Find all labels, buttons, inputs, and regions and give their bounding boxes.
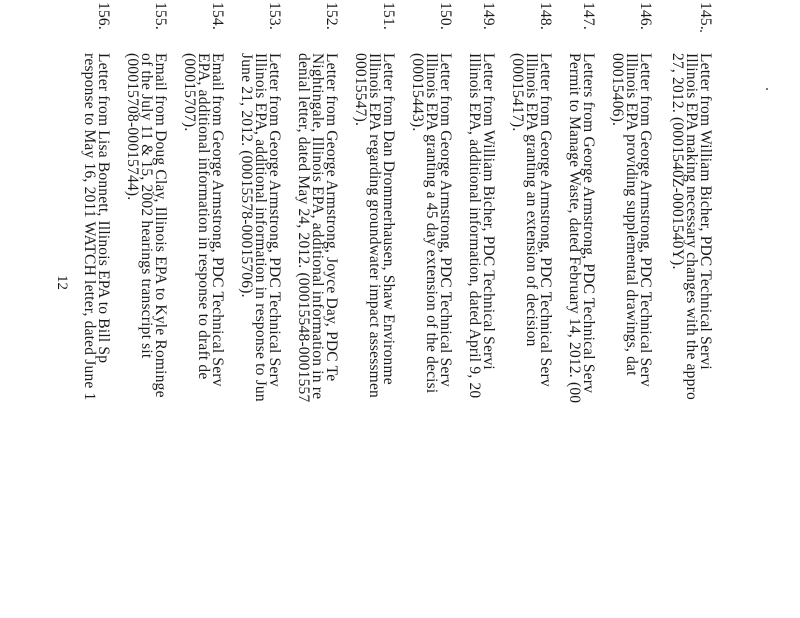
scan-speck xyxy=(766,88,768,90)
entry-line: Letter from William Bicher, PDC Technical Servi xyxy=(480,53,497,370)
entry-text xyxy=(567,53,595,403)
entry-line: denial letter, dated May 24, 2012. (00015548-0001557 xyxy=(295,53,312,403)
entry-line: Illinois EPA regarding groundwater impact assessmen xyxy=(366,53,383,398)
entry-text xyxy=(670,53,712,400)
entry-number: 148. xyxy=(537,2,554,30)
entry-line: Letter from Dan Drommerhausen, Shaw Environme xyxy=(380,53,397,385)
entry-line: Illinois EPA providing supplemental drawings, dat xyxy=(623,53,640,376)
scan-speck xyxy=(700,30,702,32)
entry-line: EPA, additional information in response to draft de xyxy=(195,53,212,380)
entry-line: Letter from George Armstrong, PDC Technical Serv xyxy=(437,53,454,387)
entry-number: 149. xyxy=(480,2,497,30)
entry-line: June 21, 2012. (00015578-00015706). xyxy=(238,53,255,298)
entry-number: 147. xyxy=(580,2,597,30)
entry-line: (00015417). xyxy=(509,53,526,132)
entry-number: 146. xyxy=(637,2,654,30)
entry-line: Letter from George Armstrong, PDC Technical Serv xyxy=(637,53,654,387)
entry-line: Illinois EPA, additional information, dated April 9, 20 xyxy=(466,53,483,399)
entry-text xyxy=(239,53,281,402)
entry-line: Letters from George Armstrong, PDC Technical Serv xyxy=(580,53,597,394)
entry-number: 150. xyxy=(437,2,454,30)
entry-line: response to May 16, 2011 WATCH letter, dated June 1 xyxy=(81,53,98,401)
entry-text xyxy=(610,53,652,387)
entry-text xyxy=(510,53,552,387)
entry-line: Letter from George Armstrong, Joyce Day, PDC Te xyxy=(323,53,340,382)
entry-text xyxy=(296,53,338,402)
entry-line: Letter from George Armstrong, PDC Technical Serv xyxy=(266,53,283,387)
entry-line: Illinois EPA granting a 45 day extension of the decisi xyxy=(423,53,440,394)
entry-line: (00015708-00015744). xyxy=(124,53,141,201)
entry-line: 00015547). xyxy=(352,53,369,127)
entry-line: Letter from George Armstrong, PDC Technical Serv xyxy=(537,53,554,387)
entry-line: Permit to Manage Waste, dated February 14, 2012. (00 xyxy=(566,53,583,404)
entry-line: 00015406). xyxy=(609,53,626,127)
entry-line: Letter from Lisa Bonnett, Illinois EPA to Bill Sp xyxy=(95,53,112,364)
entry-number: 153. xyxy=(266,2,283,30)
entry-line: (00015443). xyxy=(409,53,426,132)
entry-text xyxy=(410,53,452,393)
entry-text xyxy=(182,53,224,387)
entry-text xyxy=(82,53,110,401)
entry-number: 151. xyxy=(380,2,397,30)
entry-line: Nightingale, Illinois EPA, additional information in re xyxy=(309,53,326,400)
entry-text xyxy=(353,53,395,398)
entry-line: 27, 2012. (0001540Z-0001540Y). xyxy=(669,53,686,270)
entry-number: 152. xyxy=(323,2,340,30)
entry-line: of the July 11 & 15, 2002 hearings transcript sit xyxy=(138,53,155,359)
entry-line: Illinois EPA granting an extension of decision xyxy=(523,53,540,347)
entry-number: 154. xyxy=(209,2,226,30)
page-number: 12 xyxy=(54,275,70,290)
entry-line: Illinois EPA making necessary changes with the appro xyxy=(683,53,700,400)
entry-line: Letter from William Bicher, PDC Technical Servi xyxy=(697,53,714,370)
entry-text xyxy=(467,53,495,398)
entry-text xyxy=(125,53,167,398)
entry-number: 156. xyxy=(95,2,112,30)
entry-line: Email from Doug Clay, Illinois EPA to Kyle Rominge xyxy=(152,53,169,398)
entry-line: Illinois EPA, additional information in response to Jun xyxy=(252,53,269,402)
entry-number: 145. xyxy=(697,2,714,30)
entry-number: 155. xyxy=(152,2,169,30)
entry-line: Email from George Armstrong, PDC Technical Serv xyxy=(209,53,226,387)
entry-line: (00015707). xyxy=(181,53,198,132)
